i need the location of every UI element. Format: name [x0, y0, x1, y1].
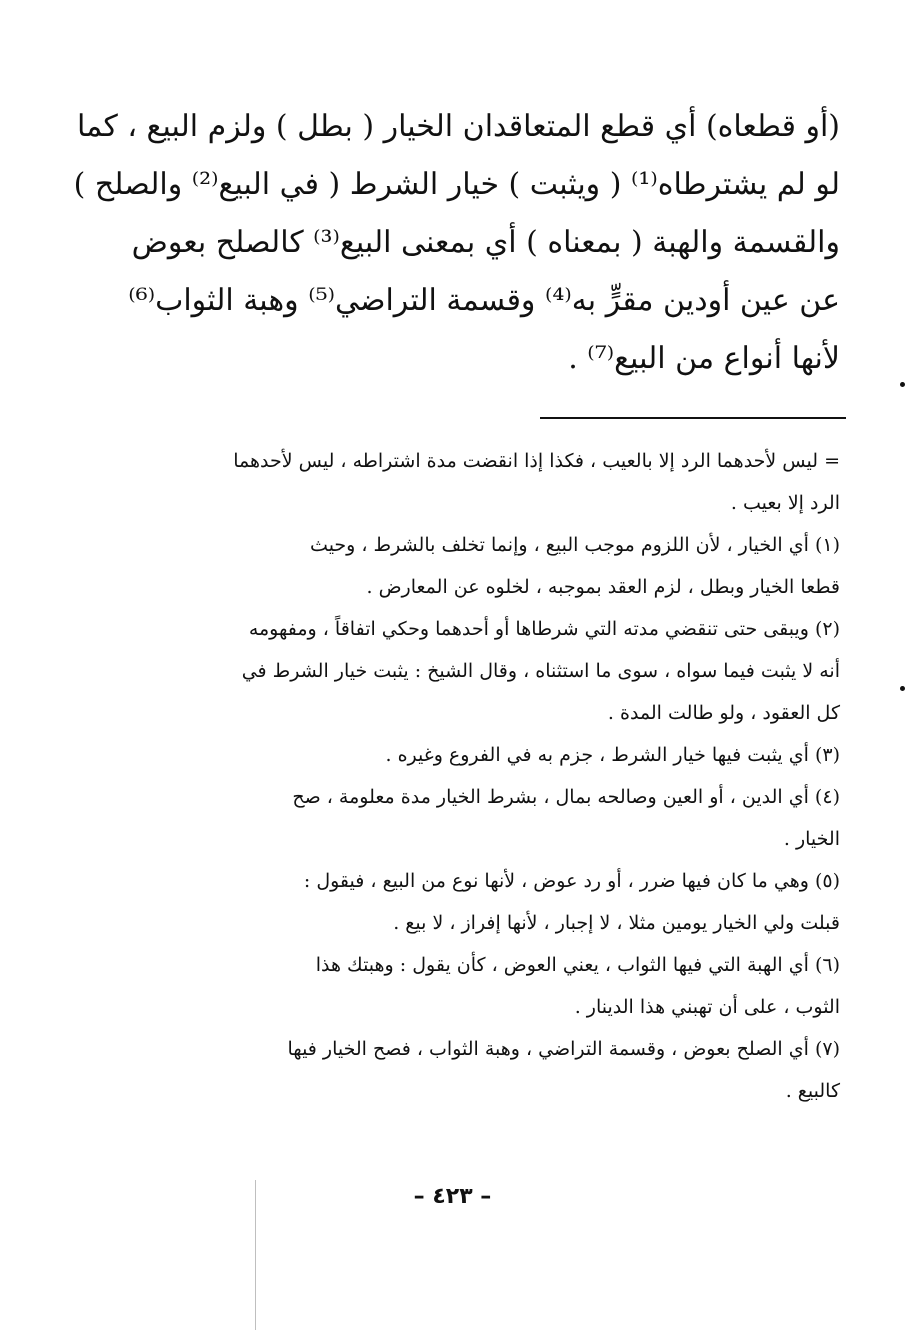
footnote-line: (٢) ويبقى حتى تنقضي مدته التي شرطاها أو أحدهما وحكي اتفاقاً ، ومفهومه: [248, 618, 840, 640]
footnote-line: قطعا الخيار وبطل ، لزم العقد بموجبه ، لخلوه عن المعارض .: [366, 576, 840, 598]
footnote-line: (٦) أي الهبة التي فيها الثواب ، يعني العوض ، كأن يقول : وهبتك هذا: [315, 954, 840, 976]
footnote-2: [110, 608, 840, 734]
footnote-line: (٧) أي الصلح بعوض ، وقسمة التراضي ، وهبة الثواب ، فصح الخيار فيها: [287, 1038, 840, 1060]
footnote-line: (٣) أي يثبت فيها خيار الشرط ، جزم به في الفروع وغيره .: [385, 744, 840, 766]
footnote-line: أنه لا يثبت فيما سواه ، سوى ما استثناه ، وقال الشيخ : يثبت خيار الشرط في: [241, 660, 840, 682]
footnote-line: الخيار .: [783, 828, 840, 850]
footnote-line: كل العقود ، ولو طالت المدة .: [607, 702, 840, 724]
page-number: – ٤٢٣ –: [413, 1184, 492, 1209]
footnote-continuation: [110, 440, 840, 524]
margin-dot: [900, 686, 905, 691]
footnotes: [110, 440, 840, 1112]
footnote-line: قبلت ولي الخيار يومين مثلا ، لا إجبار ، لأنها إفراز ، لا بيع .: [393, 912, 840, 934]
footnote-5: [110, 860, 840, 944]
footnote-6: [110, 944, 840, 1028]
footnote-3: [110, 734, 840, 776]
footnote-divider: [540, 417, 846, 419]
main-line: والقسمة والهبة ( بمعناه ) أي بمعنى البيع⁽³⁾ كالصلح بعوض: [131, 225, 840, 260]
footnote-4: [110, 776, 840, 860]
footnote-line: الثوب ، على أن تهبني هذا الدينار .: [574, 996, 840, 1018]
footnote-7: [110, 1028, 840, 1112]
main-line: عن عين أودين مقرٍّ به⁽⁴⁾ وقسمة التراضي⁽⁵⁾ وهبة الثواب⁽⁶⁾: [128, 283, 840, 318]
main-line: لو لم يشترطاه⁽¹⁾ ( ويثبت ) خيار الشرط ( في البيع⁽²⁾ والصلح ): [73, 167, 840, 202]
footnote-line: (٥) وهي ما كان فيها ضرر ، أو رد عوض ، لأنها نوع من البيع ، فيقول :: [303, 870, 840, 892]
footnote-line: كالبيع .: [785, 1080, 840, 1102]
footnote-line: (١) أي الخيار ، لأن اللزوم موجب البيع ، وإنما تخلف بالشرط ، وحيث: [310, 534, 840, 556]
footnote-line: = ليس لأحدهما الرد إلا بالعيب ، فكذا إذا انقضت مدة اشتراطه ، ليس لأحدهما: [233, 450, 840, 472]
footnote-line: الرد إلا بعيب .: [730, 492, 840, 514]
footnote-1: [110, 524, 840, 608]
margin-dot: [900, 382, 905, 387]
footnote-line: (٤) أي الدين ، أو العين وصالحه بمال ، بشرط الخيار مدة معلومة ، صح: [292, 786, 840, 808]
main-line: لأنها أنواع من البيع⁽⁷⁾ .: [568, 341, 840, 376]
main-text-block: [73, 98, 840, 388]
main-line: (أو قطعاه) أي قطع المتعاقدان الخيار ( بطل ) ولزم البيع ، كما: [77, 109, 840, 144]
scan-mark: [255, 1180, 256, 1330]
